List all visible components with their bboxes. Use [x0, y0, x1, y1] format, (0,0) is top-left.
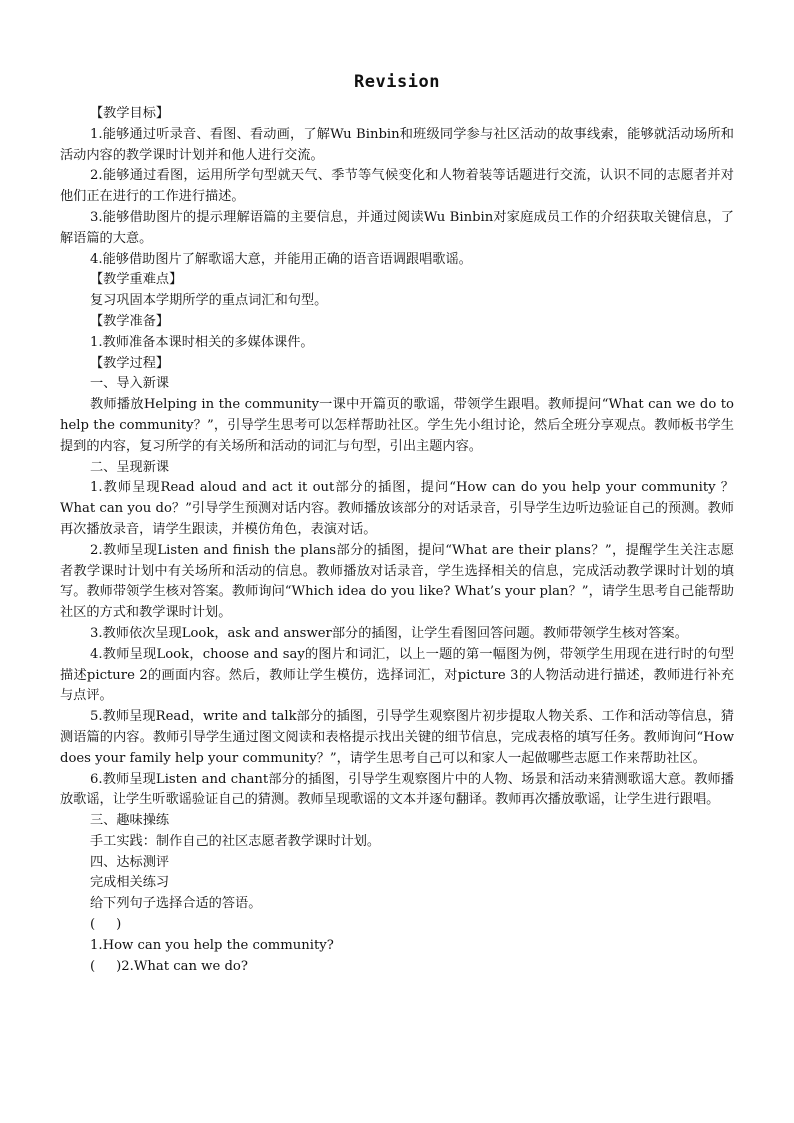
part-3-text: 手工实践：制作自己的社区志愿者教学课时计划。	[90, 833, 381, 849]
document-page	[60, 70, 734, 977]
goal-4: 4.能够借助图片了解歌谣大意，并能用正确的语音语调跟唱歌谣。	[90, 251, 472, 267]
part-4-heading: 四、达标测评	[90, 854, 170, 870]
step-2: 2.教师呈现Listen and finish the plans部分的插图，提问“What are their plans？”，提醒学生关注志愿者教学课时计划中有关场所和活动的信息。教师播放对话录音，学生选择相关的信息，完成活动教学课时计划的填写。教师带领学生核对答案。教师询问“Which idea do you like? What’s your plan？”，请学生思考自己能帮助社区的方式和教学课时计划。	[60, 542, 734, 621]
part-4-text-1: 完成相关练习	[90, 875, 170, 891]
part-1-heading: 一、导入新课	[90, 376, 170, 392]
part-2-heading: 二、呈现新课	[90, 459, 170, 475]
step-1: 1.教师呈现Read aloud and act it out部分的插图，提问“How can do you help your community ？What can you do？”引导学生预测对话内容。教师播放该部分的对话录音，引导学生边听边验证自己的预测。教师再次播放录音，请学生跟读，并模仿角色，表演对话。	[60, 480, 734, 537]
answer-blank: ( )	[90, 917, 122, 933]
preparation-heading: 【教学准备】	[90, 313, 170, 329]
part-3-heading: 三、趣味操练	[90, 813, 170, 829]
goal-3: 3.能够借助图片的提示理解语篇的主要信息，并通过阅读Wu Binbin对家庭成员工作的介绍获取关键信息，了解语篇的大意。	[60, 209, 734, 246]
key-points-heading: 【教学重难点】	[90, 272, 183, 288]
question-1: 1.How can you help the community?	[90, 937, 334, 953]
step-3: 3.教师依次呈现Look，ask and answer部分的插图，让学生看图回答问题。教师带领学生核对答案。	[90, 625, 688, 641]
key-points-text: 复习巩固本学期所学的重点词汇和句型。	[90, 293, 328, 309]
part-1-text: 教师播放Helping in the community一课中开篇页的歌谣，带领学生跟唱。教师提问“What can we do to help the community？”，引导学生思考可以怎样帮助社区。学生先小组讨论，然后全班分享观点。教师板书学生提到的内容，复习所学的有关场所和活动的词汇与句型，引出主题内容。	[60, 397, 734, 454]
step-4: 4.教师呈现Look，choose and say的图片和词汇，以上一题的第一幅图为例，带领学生用现在进行时的句型描述picture 2的画面内容。然后，教师让学生模仿，选择词汇，对picture 3的人物活动进行描述，教师进行补充与点评。	[60, 646, 734, 704]
step-6: 6.教师呈现Listen and chant部分的插图，引导学生观察图片中的人物、场景和活动来猜测歌谣大意。教师播放歌谣，让学生听歌谣验证自己的猜测。教师呈现歌谣的文本并逐句翻译。教师再次播放歌谣，让学生进行跟唱。	[60, 771, 734, 808]
step-5: 5.教师呈现Read，write and talk部分的插图，引导学生观察图片初步提取人物关系、工作和活动等信息，猜测语篇的内容。教师引导学生通过图文阅读和表格提示找出关键的细节信息，完成表格的填写任务。教师询问“How does your family help your community？”，请学生思考自己可以和家人一起做哪些志愿工作来帮助社区。	[60, 709, 734, 766]
preparation-text: 1.教师准备本课时相关的多媒体课件。	[90, 334, 314, 350]
goal-1: 1.能够通过听录音、看图、看动画，了解Wu Binbin和班级同学参与社区活动的故事线索，能够就活动场所和活动内容的教学课时计划并和他人进行交流。	[60, 126, 734, 163]
process-heading: 【教学过程】	[90, 355, 170, 371]
part-4-text-2: 给下列句子选择合适的答语。	[90, 896, 262, 912]
question-2: ( )2.What can we do?	[90, 958, 248, 974]
goals-heading: 【教学目标】	[90, 106, 170, 121]
page-title: Revision	[354, 72, 440, 92]
goal-2: 2.能够通过看图，运用所学句型就天气、季节等气候变化和人物着装等话题进行交流，认识不同的志愿者并对他们正在进行的工作进行描述。	[60, 168, 734, 205]
